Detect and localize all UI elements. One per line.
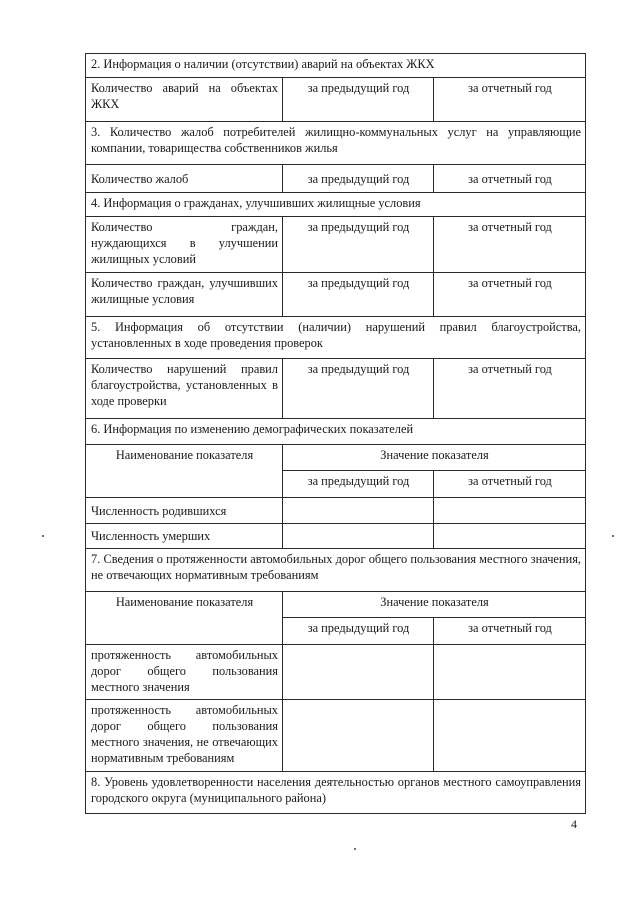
births-prev-value [283, 498, 434, 524]
deaths-current-value [434, 524, 586, 549]
section-4-heading: 4. Информация о гражданах, улучшивших жилищные условия [86, 193, 586, 217]
section-3-heading-row [86, 122, 586, 165]
section-3-row [86, 165, 586, 193]
section-7-heading-row [86, 549, 586, 592]
scan-speck [354, 848, 356, 850]
roads-nonstandard-prev-value [283, 700, 434, 772]
section-4-row-2 [86, 273, 586, 317]
accidents-count-label: Количество аварий на объектах ЖКХ [86, 78, 283, 122]
births-current-value [434, 498, 586, 524]
citizens-in-need-prev-year: за предыдущий год [283, 217, 434, 273]
citizens-in-need-label: Количество граждан, нуждающихся в улучшении жилищных условий [86, 217, 283, 273]
citizens-improved-label: Количество граждан, улучшивших жилищные условия [86, 273, 283, 317]
section-7-header-row [86, 592, 586, 618]
section-7-indicator-name-header: Наименование показателя [86, 592, 283, 645]
section-8-heading: 8. Уровень удовлетворенности населения деятельностью органов местного самоуправления городского округа (муниципального района) [86, 772, 586, 814]
section-7-heading: 7. Сведения о протяженности автомобильных дорог общего пользования местного значения, не отвечающих нормативным требованиям [86, 549, 586, 592]
accidents-prev-year: за предыдущий год [283, 78, 434, 122]
births-label: Численность родившихся [86, 498, 283, 524]
section-6-prev-year-header: за предыдущий год [283, 471, 434, 498]
violations-count-label: Количество нарушений правил благоустройства, установленных в ходе проверки [86, 359, 283, 419]
indicators-table [85, 53, 586, 814]
section-4-row-1 [86, 217, 586, 273]
complaints-count-label: Количество жалоб [86, 165, 283, 193]
section-4-heading-row [86, 193, 586, 217]
complaints-prev-year: за предыдущий год [283, 165, 434, 193]
section-6-indicator-name-header: Наименование показателя [86, 445, 283, 498]
section-6-indicator-value-header: Значение показателя [283, 445, 586, 471]
violations-prev-year: за предыдущий год [283, 359, 434, 419]
births-row [86, 498, 586, 524]
roads-nonstandard-row [86, 700, 586, 772]
section-7-indicator-value-header: Значение показателя [283, 592, 586, 618]
deaths-label: Численность умерших [86, 524, 283, 549]
section-6-current-year-header: за отчетный год [434, 471, 586, 498]
section-5-heading: 5. Информация об отсутствии (наличии) нарушений правил благоустройства, установленных в ходе проведения проверок [86, 317, 586, 359]
section-7-prev-year-header: за предыдущий год [283, 618, 434, 645]
section-2-heading: 2. Информация о наличии (отсутствии) аварий на объектах ЖКХ [86, 54, 586, 78]
violations-current-year: за отчетный год [434, 359, 586, 419]
roads-nonstandard-current-value [434, 700, 586, 772]
citizens-improved-current-year: за отчетный год [434, 273, 586, 317]
citizens-in-need-current-year: за отчетный год [434, 217, 586, 273]
section-5-row [86, 359, 586, 419]
section-2-heading-row [86, 54, 586, 78]
section-2-row [86, 78, 586, 122]
section-6-heading-row [86, 419, 586, 445]
scan-speck [42, 535, 44, 537]
section-7-current-year-header: за отчетный год [434, 618, 586, 645]
roads-length-row [86, 645, 586, 700]
roads-nonstandard-label: протяженность автомобильных дорог общего пользования местного значения, не отвечающих нормативным требованиям [86, 700, 283, 772]
roads-length-label: протяженность автомобильных дорог общего пользования местного значения [86, 645, 283, 700]
section-8-heading-row [86, 772, 586, 814]
section-6-heading: 6. Информация по изменению демографических показателей [86, 419, 586, 445]
section-6-header-row [86, 445, 586, 471]
section-3-heading: 3. Количество жалоб потребителей жилищно-коммунальных услуг на управляющие компании, товарищества собственников жилья [86, 122, 586, 165]
section-5-heading-row [86, 317, 586, 359]
page-number: 4 [571, 817, 577, 831]
complaints-current-year: за отчетный год [434, 165, 586, 193]
scan-speck [612, 535, 614, 537]
roads-length-current-value [434, 645, 586, 700]
citizens-improved-prev-year: за предыдущий год [283, 273, 434, 317]
roads-length-prev-value [283, 645, 434, 700]
deaths-row [86, 524, 586, 549]
deaths-prev-value [283, 524, 434, 549]
accidents-current-year: за отчетный год [434, 78, 586, 122]
